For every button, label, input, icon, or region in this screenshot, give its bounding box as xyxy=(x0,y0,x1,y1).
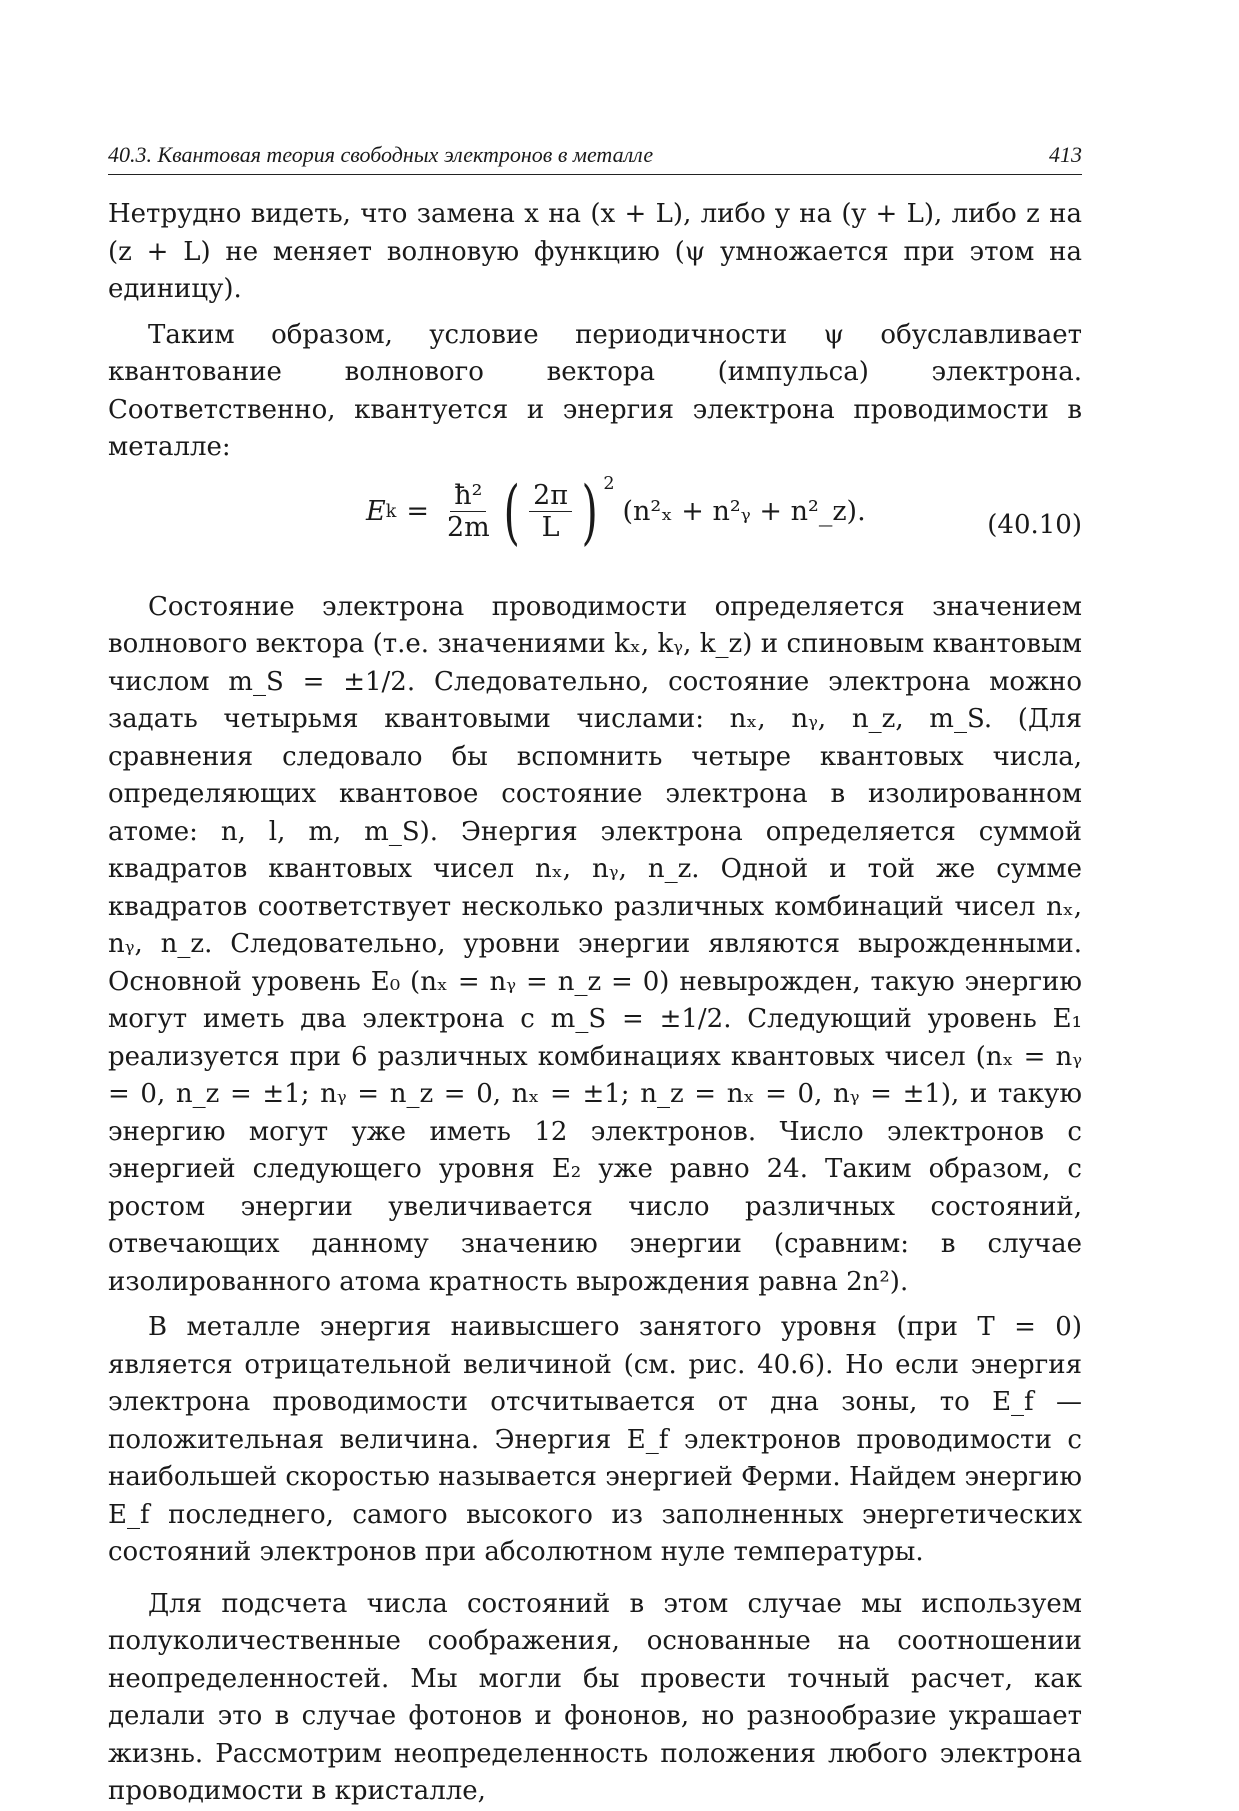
equation-body: E k = $\frac{\text{ħ²}}{2m}$ ( $\frac{2\pi}{L}$ ) $^2$ (n²ₓ + n²ᵧ + n²_z). xyxy=(366,470,866,553)
eq-lhs: E xyxy=(366,495,386,527)
paragraph-1: Нетрудно видеть, что замена x на (x + L), либо y на (y + L), либо z на (z + L) не меняет волновую функцию (ψ умножается при этом на единицу). xyxy=(108,199,1082,304)
eq-left-paren: ( xyxy=(503,470,520,553)
eq-frac1-num: ħ² xyxy=(450,480,486,512)
equation-40-10 xyxy=(108,470,1082,581)
paragraph-5: Для подсчета числа состояний в этом случае мы используем полуколичественные соображения, основанные на соотношении неопределенностей. Мы могли бы провести точный расчет, как делали это в случае фотонов и фононов, но разнообразие украшает жизнь. Рассмотрим неопределенность положения любого электрона проводимости в кристалле, xyxy=(108,1588,1082,1806)
paragraph-3: Состояние электрона проводимости определяется значением волнового вектора (т.е. значениями kₓ, kᵧ, k_z) и спиновым квантовым числом m_S = ±1/2. Следовательно, состояние электрона можно задать четырьмя квантовыми числами: nₓ, nᵧ, n_z, m_S. (Для сравнения следовало бы вспомнить четыре квантовых числа, определяющих квантовое состояние электрона в изолированном атоме: n, l, m, m_S). Энергия электрона определяется суммой квадратов квантовых чисел nₓ, nᵧ, n_z. Одной и той же сумме квадратов соответствует несколько различных комбинаций чисел nₓ, nᵧ, n_z. Следовательно, уровни энергии являются вырожденными. Основной уровень E₀ (nₓ = nᵧ = n_z = 0) невырожден, такую энергию могут иметь два электрона с m_S = ±1/2. Следующий уровень E₁ реализуется при 6 различных комбинациях квантовых чисел (nₓ = nᵧ = 0, n_z = ±1; nᵧ = n_z = 0, nₓ = ±1; n_z = nₓ = 0, nᵧ = ±1), и такую энергию могут уже иметь 12 электронов. Число электронов с энергией следующего уровня E₂ уже равно 24. Таким образом, с ростом энергии увеличивается число различных состояний, отвечающих данному значению энергии (сравним: в случае изолированного атома кратность вырождения равна 2n²). xyxy=(108,591,1082,1297)
eq-right-paren: ) xyxy=(581,470,598,553)
eq-fraction-hbar xyxy=(443,480,494,543)
equation-number: (40.10) xyxy=(987,509,1082,540)
eq-frac2-den: L xyxy=(541,512,560,543)
running-header xyxy=(108,140,1082,175)
paragraph-2: Таким образом, условие периодичности ψ обуславливает квантование волнового вектора (импульса) электрона. Соответственно, квантуется и энергия электрона проводимости в металле: xyxy=(108,319,1082,462)
eq-frac2-num: 2π xyxy=(529,480,572,512)
paragraph-4: В металле энергия наивысшего занятого уровня (при T = 0) является отрицательной величиной (см. рис. 40.6). Но если энергия электрона проводимости отсчитывается от дна зоны, то E_f — положительная величина. Энергия E_f электронов проводимости с наибольшей скоростью называется энергией Ферми. Найдем энергию E_f последнего, самого высокого из заполненных энергетических состояний электронов при абсолютном нуле температуры. xyxy=(108,1312,1082,1567)
eq-fraction-2pi xyxy=(529,480,572,543)
page-number: 413 xyxy=(1049,142,1082,167)
eq-frac1-den: 2m xyxy=(446,512,490,543)
eq-equals: = xyxy=(406,495,429,527)
page-body xyxy=(108,196,1082,1811)
eq-sum-of-squares: (n²ₓ + n²ᵧ + n²_z). xyxy=(622,495,866,527)
running-header-title: 40.3. Квантовая теория свободных электронов в металле xyxy=(108,142,654,167)
